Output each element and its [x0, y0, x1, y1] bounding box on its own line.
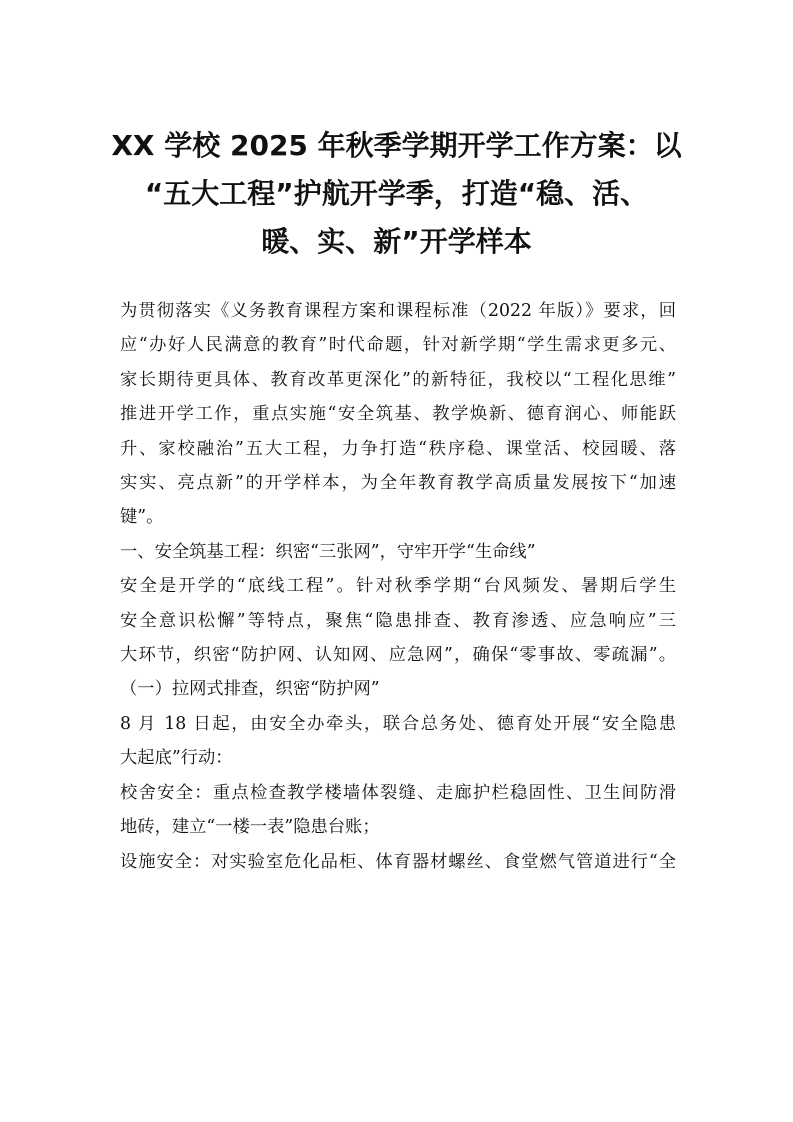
body-paragraph [120, 776, 676, 845]
intro-paragraph [120, 294, 676, 535]
text-line: （一）拉网式排查，织密“防护网” [120, 679, 380, 700]
text-line: 安全意识松懈”等特点，聚焦“隐患排查、教育渗透、应急响应”三 [120, 610, 676, 631]
title-line: 暖、实、新”开学样本 [261, 225, 532, 258]
text-line: 家长期待更具体、教育改革更深化”的新特征，我校以“工程化思维” [120, 369, 676, 390]
section-heading [120, 535, 676, 569]
document-title [100, 122, 693, 266]
text-line: 地砖，建立“一楼一表”隐患台账； [120, 817, 380, 838]
document-body [120, 294, 676, 879]
text-line: 大起底”行动： [120, 748, 233, 769]
body-paragraph [120, 569, 676, 672]
text-line: 为贯彻落实《义务教育课程方案和课程标准（2022 年版）》要求，回 [120, 301, 676, 321]
text-line: 8 月 18 日起，由安全办牵头，联合总务处、德育处开展“安全隐患 [120, 713, 676, 734]
text-line: 实实、亮点新”的开学样本，为全年教育教学高质量发展按下“加速 [120, 473, 676, 494]
text-line: 应“办好人民满意的教育”时代命题，针对新学期“学生需求更多元、 [120, 335, 676, 356]
text-line: 一、安全筑基工程：织密“三张网”，守牢开学“生命线” [120, 541, 536, 562]
title-line: XX 学校 2025 年秋季学期开学工作方案：以 [111, 129, 682, 162]
text-line: 升、家校融治”五大工程，力争打造“秩序稳、课堂活、校园暖、落 [120, 438, 676, 459]
text-line: 安全是开学的“底线工程”。针对秋季学期“台风频发、暑期后学生 [120, 576, 676, 597]
subsection-heading [120, 672, 676, 706]
body-paragraph [120, 707, 676, 776]
text-line: 键”。 [120, 507, 164, 528]
text-line: 设施安全：对实验室危化品柜、体育器材螺丝、食堂燃气管道进行“全 [120, 851, 676, 872]
text-line: 推进开学工作，重点实施“安全筑基、教学焕新、德育润心、师能跃 [120, 404, 676, 425]
text-line: 校舍安全：重点检查教学楼墙体裂缝、走廊护栏稳固性、卫生间防滑 [120, 782, 676, 803]
body-paragraph [120, 845, 676, 879]
title-line: “五大工程”护航开学季，打造“稳、活、 [144, 177, 649, 210]
text-line: 大环节，织密“防护网、认知网、应急网”，确保“零事故、零疏漏”。 [120, 645, 676, 666]
